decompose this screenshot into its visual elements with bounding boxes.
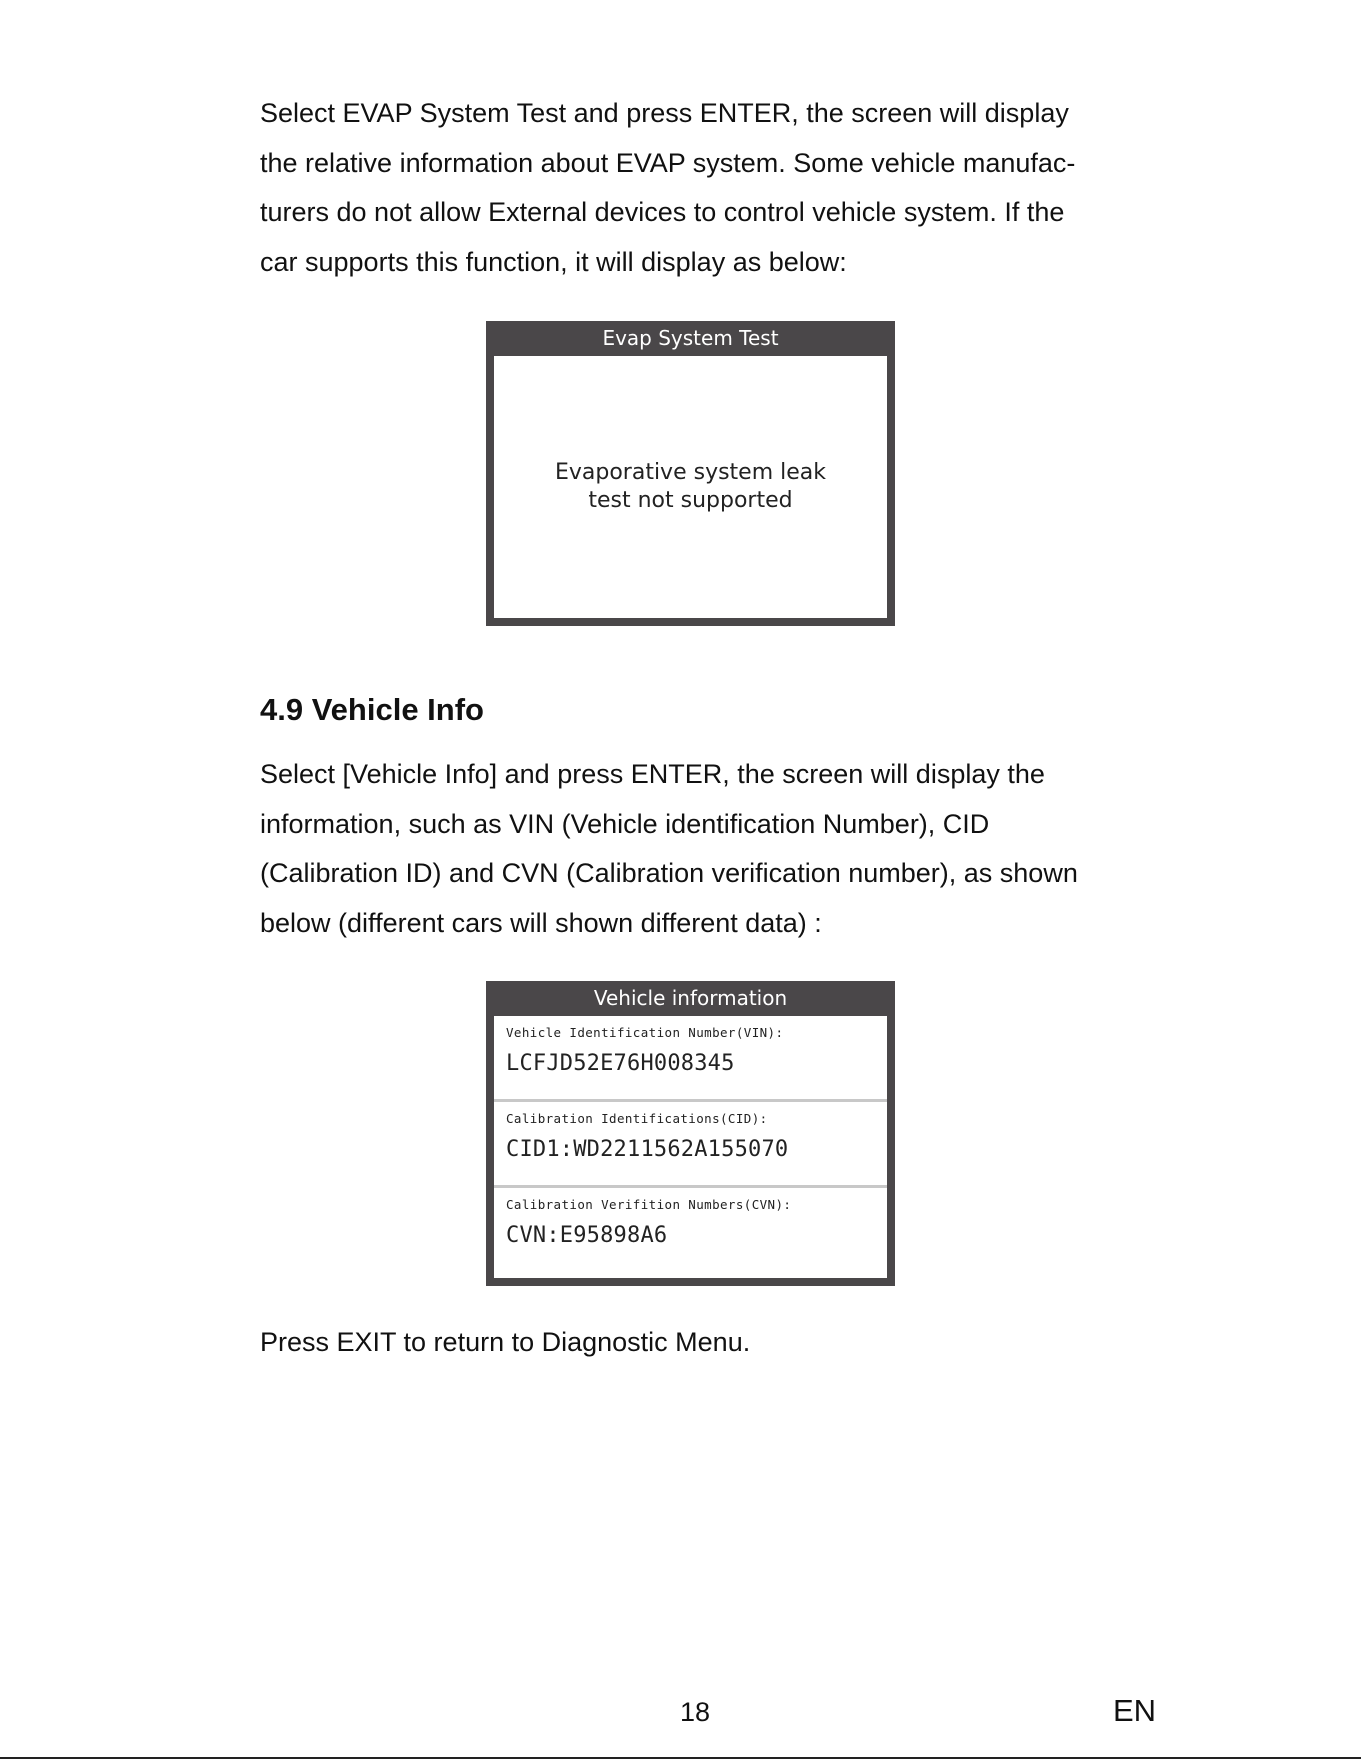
vin-row bbox=[494, 1016, 887, 1102]
intro-line: the relative information about EVAP system. Some vehicle manufac- bbox=[260, 147, 1076, 178]
evap-screen-title: Evap System Test bbox=[486, 321, 895, 356]
exit-note: Press EXIT to return to Diagnostic Menu. bbox=[260, 1327, 751, 1357]
vehicle-desc-line: information, such as VIN (Vehicle identification Number), CID bbox=[260, 808, 990, 839]
cvn-value: CVN:E95898A6 bbox=[506, 1223, 668, 1248]
evap-screen-body bbox=[494, 356, 887, 618]
vehicle-info-paragraph bbox=[260, 750, 1160, 948]
intro-line: turers do not allow External devices to control vehicle system. If the bbox=[260, 197, 1065, 227]
intro-paragraph bbox=[260, 89, 1160, 287]
cid-row bbox=[494, 1102, 887, 1188]
vehicle-desc-line: below (different cars will shown different data) : bbox=[260, 907, 822, 938]
vehicle-info-screen bbox=[486, 981, 895, 1286]
vehicle-desc-line: (Calibration ID) and CVN (Calibration verification number), as shown bbox=[260, 858, 1078, 888]
section-heading: 4.9 Vehicle Info bbox=[260, 692, 484, 727]
vehicle-screen-title: Vehicle information bbox=[486, 981, 895, 1016]
cvn-label: Calibration Verifition Numbers(CVN): bbox=[506, 1197, 792, 1212]
evap-test-screen bbox=[486, 321, 895, 626]
vin-value: LCFJD52E76H008345 bbox=[506, 1051, 735, 1076]
cid-value: CID1:WD2211562A155070 bbox=[506, 1137, 789, 1162]
evap-message-line: Evaporative system leak bbox=[554, 460, 827, 485]
cid-label: Calibration Identifications(CID): bbox=[506, 1111, 768, 1126]
evap-message-line: test not supported bbox=[588, 488, 793, 513]
vehicle-desc-line: Select [Vehicle Info] and press ENTER, the screen will display the bbox=[260, 759, 1045, 789]
bottom-rule bbox=[0, 1757, 1361, 1759]
language-label: EN bbox=[1113, 1693, 1157, 1728]
vin-label: Vehicle Identification Number(VIN): bbox=[506, 1025, 784, 1040]
intro-line: car supports this function, it will display as below: bbox=[260, 246, 847, 277]
page-number: 18 bbox=[680, 1697, 711, 1727]
intro-line: Select EVAP System Test and press ENTER, the screen will display bbox=[260, 98, 1069, 128]
cvn-row bbox=[494, 1188, 887, 1272]
